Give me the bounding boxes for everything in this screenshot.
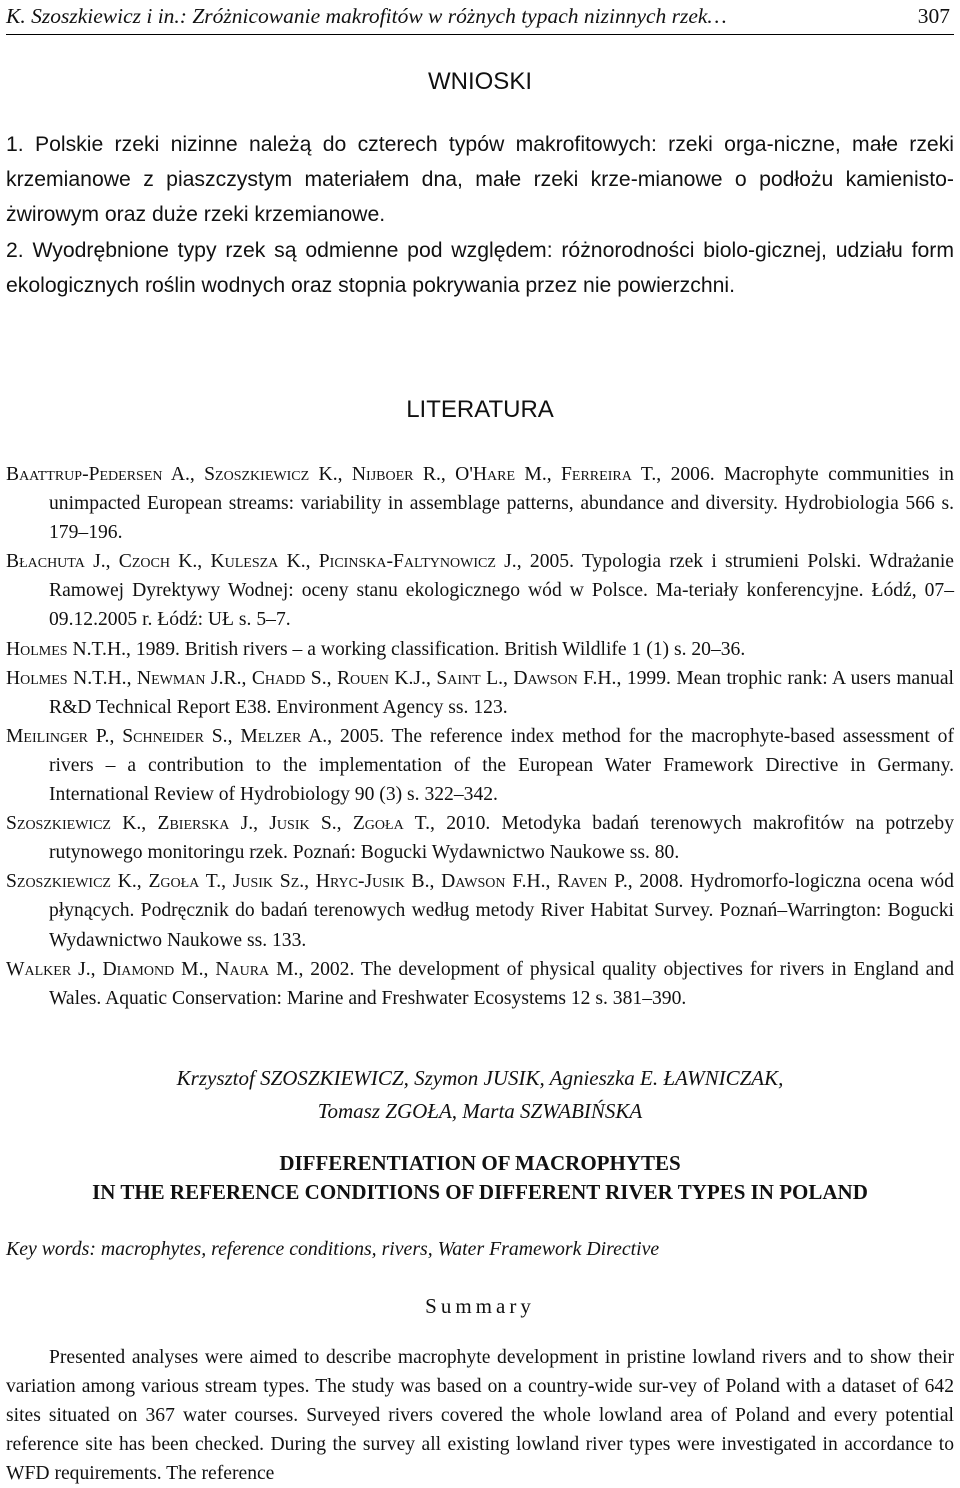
reference-entry (6, 722, 954, 809)
reference-authors: Błachuta J., Czoch K., Kulesza K., Picinska-Faltynowicz J. (6, 551, 517, 573)
header-rule (6, 34, 954, 35)
reference-text: , 2002. The development of physical quality objectives for rivers in England and Wales. Aquatic Conservation: Marine and Freshwater Ecosystems 12 s. 381–390. (49, 958, 954, 1009)
reference-entry (6, 867, 954, 954)
page-number: 307 (917, 4, 950, 28)
reference-entry (6, 809, 954, 867)
reference-authors: Szoszkiewicz K., Zbierska J., Jusik S., Zgoła T. (6, 813, 431, 835)
english-authors (0, 1062, 960, 1128)
reference-text: , 1989. British rivers – a working classification. British Wildlife 1 (1) s. 20–36. (126, 638, 746, 660)
reference-entry (6, 547, 954, 634)
summary-text: Presented analyses were aimed to describe macrophyte development in pristine lowland rivers and to show their variation among various stream types. The study was based on a country-wide sur-vey of Poland with a dataset of 642 sites situated on 367 water courses. Surveyed rivers covered the whole lowland area of Poland and every potential reference site has been checked. During the survey all existing lowland river types were investigated in accordance to WFD requirements. The reference (6, 1347, 954, 1485)
reference-entry (6, 955, 954, 1013)
authors-line: Tomasz ZGOŁA, Marta SZWABIŃSKA (317, 1099, 643, 1123)
reference-text: , 1999. Mean trophic rank: A users manual R&D Technical Report E38. Environment Agency ss. 123. (49, 667, 954, 718)
conclusion-item: 2. Wyodrębnione typy rzek są odmienne pod względem: różnorodności biolo-gicznej, udziału form ekologicznych roślin wodnych oraz stopnia pokrywania przez nie powierzchni. (6, 238, 954, 297)
reference-authors: Holmes N.T.H., Newman J.R., Chadd S., Rouen K.J., Saint L., Dawson F.H. (6, 667, 617, 689)
reference-entry (6, 460, 954, 547)
reference-entry (6, 664, 954, 722)
english-title (0, 1149, 960, 1206)
reference-authors: Holmes N.T.H. (6, 638, 127, 660)
reference-authors: Szoszkiewicz K., Zgoła T., Jusik Sz., Hryc-Jusik B., Dawson F.H., Raven P. (6, 871, 628, 893)
reference-authors: Meilinger P., Schneider S., Melzer A. (6, 725, 328, 747)
authors-line: Krzysztof SZOSZKIEWICZ, Szymon JUSIK, Agnieszka E. ŁAWNICZAK, (176, 1066, 784, 1090)
title-line: IN THE REFERENCE CONDITIONS OF DIFFERENT RIVER TYPES IN POLAND (92, 1179, 868, 1204)
reference-text: , 2010. Metodyka badań terenowych makrofitów na potrzeby rutynowego monitoringu rzek. Poznań: Bogucki Wydawnictwo Naukowe ss. 80. (49, 813, 954, 864)
reference-authors: Walker J., Diamond M., Naura M. (6, 958, 299, 980)
reference-text: , 2006. Macrophyte communities in unimpacted European streams: variability in assemblage patterns, abundance and diversity. Hydrobiologia 566 s. 179–196. (49, 464, 954, 544)
running-head-title: K. Szoszkiewicz i in.: Zróżnicowanie makrofitów w różnych typach nizinnych rzek… (6, 4, 727, 28)
running-head (6, 2, 954, 30)
literature-heading: LITERATURA (406, 396, 554, 423)
summary-heading: Summary (425, 1294, 535, 1318)
conclusion-item: 1. Polskie rzeki nizinne należą do czterech typów makrofitowych: rzeki orga-niczne, małe rzeki krzemianowe z piaszczystym materiałem dna, małe rzeki krze-mianowe o podłożu kamienisto-żwirowym oraz duże rzeki krzemianowe. (6, 133, 954, 227)
reference-entry (6, 635, 954, 664)
reference-text: , 2008. Hydromorfo-logiczna ocena wód płynących. Podręcznik do badań terenowych według metody River Habitat Survey. Poznań–Warrington: Bogucki Wydawnictwo Naukowe ss. 133. (49, 871, 954, 951)
reference-authors: Baattrup-Pedersen A., Szoszkiewicz K., Nijboer R., O'Hare M., Ferreira T. (6, 464, 657, 485)
reference-text: , 2005. The reference index method for the macrophyte-based assessment of rivers – a contribution to the implementation of the European Water Framework Directive in Germany. International Review of Hydrobiology 90 (3) s. 322–342. (49, 725, 954, 806)
conclusions-list (6, 127, 954, 303)
reference-list (6, 460, 954, 1013)
reference-text: , 2005. Typologia rzek i strumieni Polski. Wdrażanie Ramowej Dyrektywy Wodnej: oceny stanu ekologicznego wód w Polsce. Ma-teriały konferencyjne. Łódź, 07–09.12.2005 r. Łódź: UŁ s. 5–7. (49, 551, 955, 631)
keywords: Key words: macrophytes, reference conditions, rivers, Water Framework Directive (6, 1238, 660, 1260)
title-line: DIFFERENTIATION OF MACROPHYTES (279, 1151, 681, 1175)
conclusions-heading: WNIOSKI (427, 68, 532, 95)
